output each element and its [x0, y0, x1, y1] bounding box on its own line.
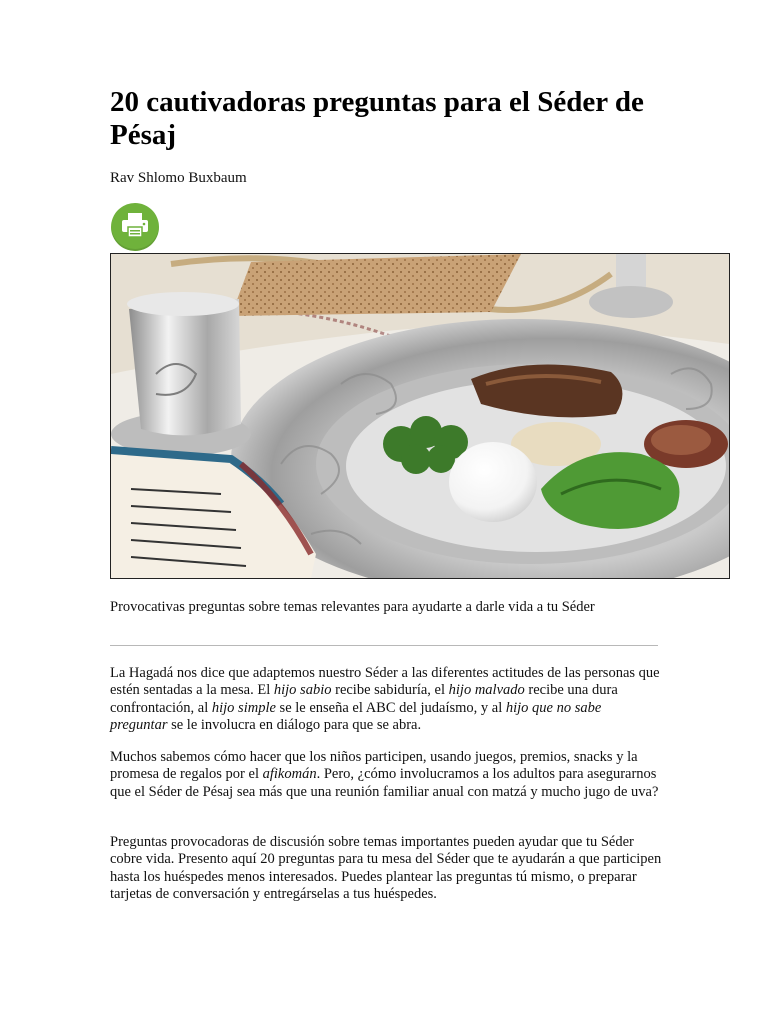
seder-plate-photo: [110, 253, 730, 579]
paragraph-questions: Preguntas provocadoras de discusión sobre temas importantes pueden ayudar que tu Séder cobre vida. Presento aquí 20 preguntas para tu mesa del Séder que te ayudarán a que participen hasta los huéspedes menos interesados. Puedes plantear las preguntas tú mismo, o preparar tarjetas de conversación y entregárselas a tus huéspedes.: [110, 834, 662, 902]
print-button[interactable]: [111, 203, 159, 251]
image-caption: Provocativas preguntas sobre temas relevantes para ayudarte a darle vida a tu Séder: [110, 599, 595, 615]
author-name: Rav Shlomo Buxbaum: [110, 170, 247, 186]
page-title: 20 cautivadoras preguntas para el Séder de Pésaj: [110, 86, 644, 151]
divider: [110, 645, 658, 646]
paragraph-intro: La Hagadá nos dice que adaptemos nuestro Séder a las diferentes actitudes de las personas que estén sentadas a la mesa. El hijo sabio recibe sabiduría, el hijo malvado recibe una dura confrontación, al hijo simple se le enseña el ABC del judaísmo, y al hijo que no sabe preguntar se le involucra en diálogo para que se abra.: [110, 665, 660, 733]
paragraph-adults: Muchos sabemos cómo hacer que los niños participen, usando juegos, premios, snacks y la promesa de regalos por el afikomán. Pero, ¿cómo involucramos a los adultos para asegurarnos que el Séder de Pésaj sea más que una reunión familiar anual con matzá y mucho jugo de uva?: [110, 749, 659, 800]
printer-icon: [120, 211, 150, 244]
